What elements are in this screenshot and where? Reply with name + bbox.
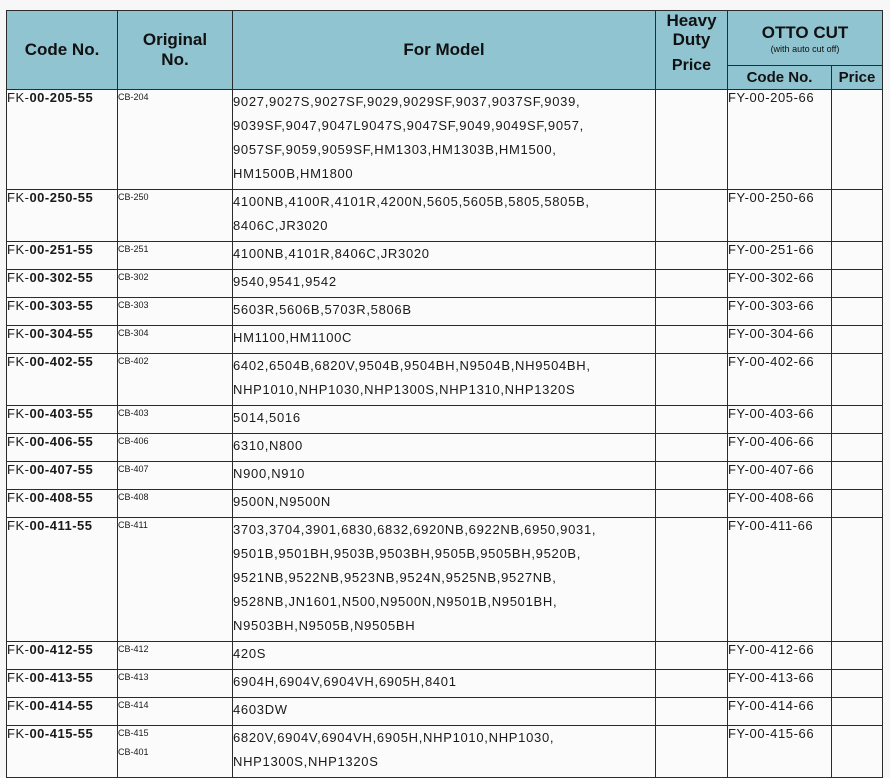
- otto-code-cell: FY-00-205-66: [728, 90, 832, 190]
- original-no: CB-408: [118, 492, 149, 502]
- for-model-cell: [233, 518, 656, 642]
- header-otto-subtitle: (with auto cut off): [770, 43, 840, 54]
- original-no: CB-411: [118, 520, 148, 530]
- otto-price-cell: [832, 698, 883, 726]
- model-line: 6820V,6904V,6904VH,6905H,NHP1010,NHP1030,: [233, 730, 555, 745]
- heavy-duty-price-cell: [656, 354, 728, 406]
- otto-price-cell: [832, 298, 883, 326]
- code-number: 00-403-55: [29, 406, 94, 421]
- code-prefix: FK-: [7, 326, 30, 341]
- code-no-cell: [7, 642, 118, 670]
- model-line: 8406C,JR3020: [233, 218, 329, 233]
- otto-code-cell: FY-00-414-66: [728, 698, 832, 726]
- original-no: CB-303: [118, 300, 149, 310]
- code-no-cell: [7, 326, 118, 354]
- model-line: N9503BH,N9505B,N9505BH: [233, 618, 416, 633]
- otto-code-cell: FY-00-412-66: [728, 642, 832, 670]
- model-line: 9500N,N9500N: [233, 494, 332, 509]
- header-heavy-duty: [656, 11, 728, 90]
- otto-price-cell: [832, 406, 883, 434]
- original-no-cell: [118, 90, 233, 190]
- heavy-duty-price-cell: [656, 298, 728, 326]
- header-original-line2: No.: [161, 50, 189, 69]
- code-number: 00-411-55: [29, 518, 93, 533]
- otto-price-cell: [832, 490, 883, 518]
- code-no-cell: [7, 434, 118, 462]
- heavy-duty-price-cell: [656, 90, 728, 190]
- otto-price-cell: [832, 670, 883, 698]
- otto-price-cell: [832, 190, 883, 242]
- code-number: 00-406-55: [29, 434, 94, 449]
- heavy-duty-price-cell: [656, 642, 728, 670]
- code-number: 00-251-55: [29, 242, 94, 257]
- model-line: 9057SF,9059,9059SF,HM1303,HM1303B,HM1500,: [233, 142, 557, 157]
- code-no-cell: [7, 518, 118, 642]
- heavy-duty-price-cell: [656, 242, 728, 270]
- header-original-no: [118, 11, 233, 90]
- for-model-cell: [233, 434, 656, 462]
- header-otto-price: Price: [832, 66, 883, 90]
- for-model-cell: [233, 270, 656, 298]
- for-model-cell: [233, 298, 656, 326]
- original-no: CB-250: [118, 192, 149, 202]
- otto-price-cell: [832, 90, 883, 190]
- otto-price-cell: [832, 434, 883, 462]
- heavy-duty-price-cell: [656, 190, 728, 242]
- original-no-cell: [118, 190, 233, 242]
- otto-price-cell: [832, 642, 883, 670]
- table-row: [7, 190, 883, 242]
- for-model-cell: [233, 670, 656, 698]
- code-number: 00-302-55: [29, 270, 94, 285]
- original-no: CB-302: [118, 272, 149, 282]
- for-model-cell: [233, 462, 656, 490]
- code-no-cell: [7, 698, 118, 726]
- heavy-duty-price-cell: [656, 698, 728, 726]
- model-line: 4603DW: [233, 702, 288, 717]
- model-line: 6402,6504B,6820V,9504B,9504BH,N9504B,NH9504BH,: [233, 358, 591, 373]
- model-line: 9039SF,9047,9047L9047S,9047SF,9049,9049SF,9057,: [233, 118, 584, 133]
- model-line: 9027,9027S,9027SF,9029,9029SF,9037,9037SF,9039,: [233, 94, 581, 109]
- header-heavy-line1: Heavy: [666, 11, 717, 30]
- heavy-duty-price-cell: [656, 726, 728, 778]
- original-no: CB-406: [118, 436, 149, 446]
- header-heavy-line2: Duty: [672, 30, 711, 49]
- code-no-cell: [7, 90, 118, 190]
- code-prefix: FK-: [7, 434, 30, 449]
- original-no: CB-251: [118, 244, 149, 254]
- code-number: 00-304-55: [29, 326, 94, 341]
- code-prefix: FK-: [7, 726, 30, 741]
- model-line: 9528NB,JN1601,N500,N9500N,N9501B,N9501BH,: [233, 594, 558, 609]
- code-number: 00-407-55: [29, 462, 94, 477]
- for-model-cell: [233, 190, 656, 242]
- original-no-cell: [118, 726, 233, 778]
- heavy-duty-price-cell: [656, 270, 728, 298]
- header-heavy-price: Price: [671, 57, 712, 74]
- otto-code-cell: FY-00-407-66: [728, 462, 832, 490]
- original-no-cell: [118, 354, 233, 406]
- header-otto-cut: [728, 11, 883, 66]
- for-model-cell: [233, 90, 656, 190]
- model-line: 420S: [233, 646, 267, 661]
- original-no: CB-415: [118, 728, 149, 738]
- heavy-duty-price-cell: [656, 462, 728, 490]
- otto-price-cell: [832, 462, 883, 490]
- original-no: CB-402: [118, 356, 149, 366]
- code-no-cell: [7, 462, 118, 490]
- otto-price-cell: [832, 726, 883, 778]
- for-model-cell: [233, 326, 656, 354]
- otto-code-cell: FY-00-303-66: [728, 298, 832, 326]
- model-line: 4100NB,4100R,4101R,4200N,5605,5605B,5805,5805B,: [233, 194, 590, 209]
- table-row: [7, 518, 883, 642]
- header-otto-title: OTTO CUT: [761, 22, 849, 42]
- code-number: 00-414-55: [29, 698, 94, 713]
- code-prefix: FK-: [7, 642, 30, 657]
- for-model-cell: [233, 406, 656, 434]
- code-number: 00-250-55: [29, 190, 94, 205]
- model-line: 5014,5016: [233, 410, 301, 425]
- code-no-cell: [7, 298, 118, 326]
- code-prefix: FK-: [7, 190, 30, 205]
- parts-table: [6, 10, 883, 778]
- original-no: CB-407: [118, 464, 149, 474]
- original-no: CB-414: [118, 700, 149, 710]
- model-line: 6310,N800: [233, 438, 303, 453]
- code-prefix: FK-: [7, 90, 30, 105]
- for-model-cell: [233, 242, 656, 270]
- code-no-cell: [7, 670, 118, 698]
- code-no-cell: [7, 270, 118, 298]
- otto-code-cell: FY-00-302-66: [728, 270, 832, 298]
- otto-code-cell: FY-00-415-66: [728, 726, 832, 778]
- otto-code-cell: FY-00-251-66: [728, 242, 832, 270]
- code-prefix: FK-: [7, 670, 30, 685]
- code-number: 00-413-55: [29, 670, 94, 685]
- heavy-duty-price-cell: [656, 518, 728, 642]
- original-no-cell: [118, 518, 233, 642]
- header-code-no: Code No.: [7, 11, 118, 90]
- model-line: HM1500B,HM1800: [233, 166, 354, 181]
- code-no-cell: [7, 354, 118, 406]
- heavy-duty-price-cell: [656, 434, 728, 462]
- original-no: CB-403: [118, 408, 149, 418]
- code-no-cell: [7, 490, 118, 518]
- heavy-duty-price-cell: [656, 490, 728, 518]
- code-number: 00-205-55: [29, 90, 94, 105]
- model-line: 9501B,9501BH,9503B,9503BH,9505B,9505BH,9520B,: [233, 546, 582, 561]
- otto-code-cell: FY-00-304-66: [728, 326, 832, 354]
- for-model-cell: [233, 490, 656, 518]
- header-original-line1: Original: [142, 30, 208, 49]
- original-no: CB-401: [118, 747, 149, 757]
- otto-code-cell: FY-00-403-66: [728, 406, 832, 434]
- heavy-duty-price-cell: [656, 326, 728, 354]
- otto-code-cell: FY-00-250-66: [728, 190, 832, 242]
- code-prefix: FK-: [7, 270, 30, 285]
- heavy-duty-price-cell: [656, 670, 728, 698]
- code-number: 00-402-55: [29, 354, 94, 369]
- heavy-duty-price-cell: [656, 406, 728, 434]
- code-no-cell: [7, 726, 118, 778]
- code-number: 00-415-55: [29, 726, 94, 741]
- code-number: 00-408-55: [29, 490, 94, 505]
- otto-price-cell: [832, 326, 883, 354]
- code-prefix: FK-: [7, 462, 30, 477]
- table-row: [7, 90, 883, 190]
- code-prefix: FK-: [7, 406, 30, 421]
- code-number: 00-412-55: [29, 642, 94, 657]
- for-model-cell: [233, 642, 656, 670]
- otto-price-cell: [832, 242, 883, 270]
- table-row: [7, 726, 883, 778]
- model-line: 5603R,5606B,5703R,5806B: [233, 302, 412, 317]
- code-prefix: FK-: [7, 490, 30, 505]
- table-row: [7, 354, 883, 406]
- model-line: 9521NB,9522NB,9523NB,9524N,9525NB,9527NB,: [233, 570, 557, 585]
- model-line: HM1100,HM1100C: [233, 330, 353, 345]
- model-line: NHP1010,NHP1030,NHP1300S,NHP1310,NHP1320S: [233, 382, 576, 397]
- otto-code-cell: FY-00-413-66: [728, 670, 832, 698]
- code-no-cell: [7, 242, 118, 270]
- original-no: CB-412: [118, 644, 149, 654]
- for-model-cell: [233, 698, 656, 726]
- otto-code-cell: FY-00-402-66: [728, 354, 832, 406]
- model-line: 9540,9541,9542: [233, 274, 337, 289]
- code-no-cell: [7, 406, 118, 434]
- otto-code-cell: FY-00-408-66: [728, 490, 832, 518]
- code-prefix: FK-: [7, 518, 30, 533]
- model-line: NHP1300S,NHP1320S: [233, 754, 379, 769]
- code-prefix: FK-: [7, 698, 30, 713]
- original-no: CB-413: [118, 672, 149, 682]
- otto-price-cell: [832, 270, 883, 298]
- model-line: N900,N910: [233, 466, 306, 481]
- otto-price-cell: [832, 518, 883, 642]
- model-line: 3703,3704,3901,6830,6832,6920NB,6922NB,6950,9031,: [233, 522, 597, 537]
- otto-code-cell: FY-00-406-66: [728, 434, 832, 462]
- model-line: 6904H,6904V,6904VH,6905H,8401: [233, 674, 457, 689]
- code-prefix: FK-: [7, 242, 30, 257]
- otto-price-cell: [832, 354, 883, 406]
- code-prefix: FK-: [7, 354, 30, 369]
- table-body: [7, 90, 883, 778]
- for-model-cell: [233, 726, 656, 778]
- for-model-cell: [233, 354, 656, 406]
- code-prefix: FK-: [7, 298, 30, 313]
- header-for-model: For Model: [233, 11, 656, 90]
- header-otto-code-no: Code No.: [728, 66, 832, 90]
- model-line: 4100NB,4101R,8406C,JR3020: [233, 246, 430, 261]
- code-number: 00-303-55: [29, 298, 94, 313]
- original-no: CB-204: [118, 92, 149, 102]
- code-no-cell: [7, 190, 118, 242]
- original-no: CB-304: [118, 328, 149, 338]
- otto-code-cell: FY-00-411-66: [728, 518, 832, 642]
